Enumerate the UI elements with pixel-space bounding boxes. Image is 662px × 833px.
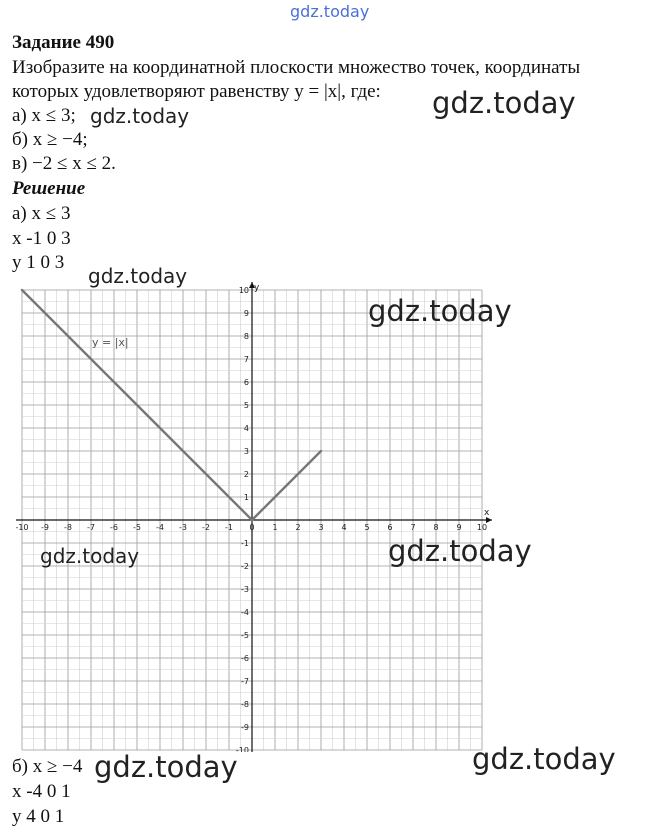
watermark: gdz.today xyxy=(90,104,190,128)
x-tick-label: 4 xyxy=(341,523,347,532)
watermark: gdz.today xyxy=(432,86,576,120)
x-tick-label: 0 xyxy=(249,523,255,532)
y-tick-label: -1 xyxy=(241,539,249,548)
x-tick-label: -4 xyxy=(156,523,164,532)
x-tick-label: 5 xyxy=(364,523,370,532)
y-axis-letter: y xyxy=(254,283,260,293)
task-item-a: а) x ≤ 3; xyxy=(12,105,76,126)
x-tick-label: -8 xyxy=(64,523,72,532)
x-tick-label: 3 xyxy=(318,523,324,532)
y-tick-label: -7 xyxy=(241,677,249,686)
x-tick-label: -3 xyxy=(179,523,187,532)
y-tick-label: 3 xyxy=(243,447,249,456)
part-a-y-row: y 1 0 3 xyxy=(12,252,65,273)
x-tick-label: -6 xyxy=(110,523,118,532)
y-tick-label: -2 xyxy=(241,562,249,571)
y-tick-label: -8 xyxy=(241,700,249,709)
watermark-top: gdz.today xyxy=(290,2,370,21)
x-tick-label: -9 xyxy=(41,523,49,532)
watermark: gdz.today xyxy=(388,534,532,568)
task-item-b: б) x ≥ −4; xyxy=(12,129,88,150)
y-tick-label: -6 xyxy=(241,654,249,663)
part-b-x-row: x -4 0 1 xyxy=(12,781,71,802)
watermark: gdz.today xyxy=(472,742,616,776)
x-tick-label: -10 xyxy=(15,523,29,532)
x-tick-label: 10 xyxy=(476,523,488,532)
y-tick-label: -4 xyxy=(241,608,249,617)
task-item-c: в) −2 ≤ x ≤ 2. xyxy=(12,153,116,174)
part-a-label: а) x ≤ 3 xyxy=(12,203,71,224)
y-tick-label: 8 xyxy=(243,332,249,341)
y-tick-label: 7 xyxy=(243,355,249,364)
x-tick-label: -5 xyxy=(133,523,141,532)
x-tick-label: 2 xyxy=(295,523,301,532)
y-tick-label: 5 xyxy=(243,401,249,410)
x-tick-label: 1 xyxy=(272,523,278,532)
y-tick-label: 2 xyxy=(243,470,249,479)
part-b-y-row: y 4 0 1 xyxy=(12,806,65,827)
watermark: gdz.today xyxy=(368,294,512,328)
x-tick-label: -2 xyxy=(202,523,210,532)
task-text-line-2: которых удовлетворяют равенству y = |x|, где: xyxy=(12,81,381,102)
x-tick-label: 8 xyxy=(433,523,439,532)
x-axis-letter: x xyxy=(484,508,490,518)
x-tick-label: 9 xyxy=(456,523,462,532)
x-tick-label: 6 xyxy=(387,523,393,532)
y-tick-label: 1 xyxy=(243,493,249,502)
y-tick-label: 9 xyxy=(243,309,249,318)
y-tick-label: -5 xyxy=(241,631,249,640)
watermark: gdz.today xyxy=(40,544,140,568)
part-a-x-row: x -1 0 3 xyxy=(12,228,71,249)
y-tick-label: -10 xyxy=(235,746,249,752)
coordinate-plane xyxy=(10,282,495,752)
y-tick-label: 10 xyxy=(238,286,249,295)
part-b-label: б) x ≥ −4 xyxy=(12,756,83,777)
y-tick-label: 4 xyxy=(243,424,249,433)
x-tick-label: 7 xyxy=(410,523,416,532)
y-tick-label: 6 xyxy=(243,378,249,387)
watermark: gdz.today xyxy=(94,750,238,784)
y-tick-label: -3 xyxy=(241,585,249,594)
watermark: gdz.today xyxy=(88,264,188,288)
y-tick-label: -9 xyxy=(241,723,249,732)
task-title: Задание 490 xyxy=(12,32,115,53)
task-text-line-1: Изобразите на координатной плоскости множество точек, координаты xyxy=(12,57,581,78)
x-tick-label: -1 xyxy=(225,523,233,532)
graph-label: y = |x| xyxy=(92,336,129,349)
solution-heading: Решение xyxy=(12,178,86,199)
x-tick-label: -7 xyxy=(87,523,95,532)
